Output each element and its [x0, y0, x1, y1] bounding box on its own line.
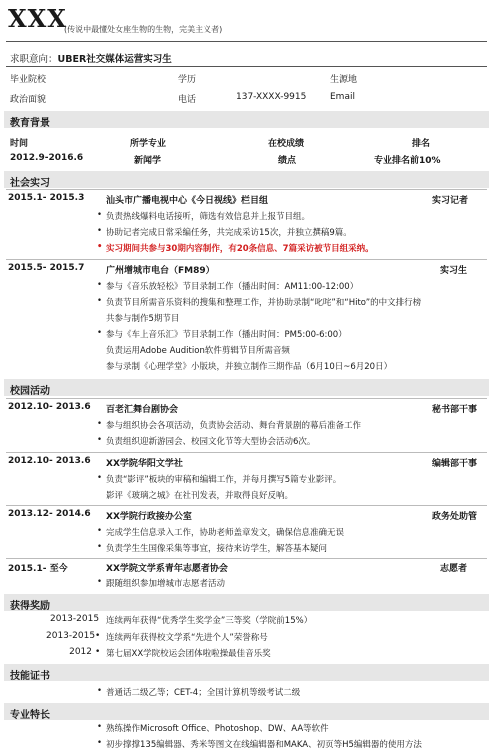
award-text: 连续两年获得校文学系“先进个人”荣誉称号	[106, 633, 268, 643]
edu-rank: 专业排名前10%	[374, 156, 441, 166]
list-item-continuation: 影评《玻璃之城》在社刊发表，并取得良好反响。	[106, 491, 294, 501]
specialties-band	[4, 703, 489, 720]
edu-header-major: 所学专业	[130, 139, 167, 149]
campus-divider-4	[6, 558, 487, 559]
campus-date: 2012.10- 2013.6	[8, 402, 91, 412]
award-bullet-icon: •	[95, 647, 101, 657]
edu-time: 2012.9-2016.6	[10, 153, 84, 163]
email-label: Email	[330, 92, 355, 102]
list-item: • 参与《车上音乐汇》节目录制工作（播出时间：PM5:00-6:00）	[106, 328, 347, 340]
origin-label: 生源地	[330, 75, 358, 85]
internship-band	[4, 171, 489, 188]
objective-divider	[6, 66, 487, 67]
phone-label: 电话	[178, 95, 197, 105]
list-item: • 跟随组织参加增城市志愿者活动	[106, 577, 225, 589]
campus-date: 2015.1- 至今	[8, 564, 68, 574]
campus-title: 校园活动	[10, 386, 50, 397]
internship-divider-1	[6, 189, 487, 190]
objective-value: UBER社交媒体运营实习生	[57, 54, 172, 65]
internship-org: 广州增城市电台（FM89）	[106, 266, 215, 276]
campus-date: 2012.10- 2013.6	[8, 456, 91, 466]
campus-role: 秘书部干事	[432, 405, 478, 415]
campus-band	[4, 379, 489, 396]
list-item-continuation: 参与录制《心理学堂》小版块，并独立制作三期作品（6月10日~6月20日）	[106, 362, 393, 372]
skills-band	[4, 664, 489, 681]
award-bullet-icon: •	[95, 631, 101, 641]
list-item: • 负责“影评”板块的审稿和编辑工作，并每月撰写5篇专业影评。	[106, 473, 341, 485]
political-label: 政治面貌	[10, 95, 47, 105]
list-item: • 初步撑撑135编辑器、秀米等图文在线编辑器和MAKA、初页等H5编辑器的使用方法	[106, 738, 422, 750]
campus-role: 编辑部干事	[432, 459, 478, 469]
internship-org: 汕头市广播电视中心《今日视线》栏目组	[106, 196, 269, 206]
list-item: • 参与《音乐放轻松》节目录制工作（播出时间：AM11:00-12:00）	[106, 280, 358, 292]
internship-date: 2015.1- 2015.3	[8, 193, 85, 203]
school-label: 毕业院校	[10, 75, 47, 85]
list-item: • 参与组织协会各项活动，负责协会活动、舞台背景剧的幕后准备工作	[106, 419, 361, 431]
edu-major: 新闻学	[134, 156, 162, 166]
education-title: 教育背景	[10, 118, 50, 129]
award-text: 连续两年获得“优秀学生奖学金”三等奖（学院前15%）	[106, 616, 313, 626]
list-item: • 负责热线爆料电话接听，筛选有效信息并上报节目组。	[106, 210, 310, 222]
campus-org: 百老汇舞台剧协会	[106, 405, 179, 415]
skills-title: 技能证书	[10, 671, 50, 682]
internship-date: 2015.5- 2015.7	[8, 263, 85, 273]
specialties-title: 专业特长	[10, 710, 50, 721]
edu-gpa: 绩点	[278, 156, 297, 166]
list-item: • 熟练操作Microsoft Office、Photoshop、DW、AA等软件	[106, 722, 329, 734]
objective-label: 求职意向：	[10, 54, 58, 65]
education-band	[4, 111, 489, 128]
campus-date: 2013.12- 2014.6	[8, 509, 91, 519]
campus-divider-3	[6, 505, 487, 506]
campus-role: 志愿者	[440, 564, 468, 574]
header-divider	[6, 41, 487, 42]
list-item: • 完成学生信息录入工作，协助老师盖章发文，确保信息准确无误	[106, 526, 344, 538]
campus-org: XX学院文学系青年志愿者协会	[106, 564, 228, 574]
list-item: • 负责组织迎新游园会、校园文化节等大型协会活动6次。	[106, 435, 315, 447]
internship-role: 实习记者	[432, 196, 469, 206]
campus-org: XX学院行政接办公室	[106, 512, 192, 522]
list-item-highlight: • 实习期间共参与30期内容制作，有20条信息、7篇采访被节目组采纳。	[106, 242, 374, 254]
list-item-continuation: 负责运用Adobe Audition软件剪辑节目所需音频	[106, 346, 290, 356]
list-item: • 协助记者完成日常采编任务，共完成采访15次，并独立撰稿9篇。	[106, 226, 352, 238]
internship-role: 实习生	[440, 266, 468, 276]
list-item: • 负责节目所需音乐资料的搜集和整理工作，并协助录制“叱咤”和“Hito”的中文排行榜	[106, 296, 421, 308]
edu-header-time: 时间	[10, 139, 29, 149]
awards-title: 获得奖励	[10, 601, 50, 612]
objective-line	[10, 51, 172, 65]
list-item-continuation: 共参与制作5期节目	[106, 314, 180, 324]
internship-title: 社会实习	[10, 178, 50, 189]
campus-divider-2	[6, 452, 487, 453]
award-year: 2013-2015	[46, 631, 96, 641]
campus-divider-1	[6, 398, 487, 399]
campus-role: 政务处助管	[432, 512, 478, 522]
awards-band	[4, 594, 489, 611]
edu-header-rank: 排名	[412, 139, 431, 149]
list-item: • 负责学生生国像采集等事宜，接待来访学生，解答基本疑问	[106, 542, 327, 554]
list-item: • 普通话二级乙等；CET-4；全国计算机等级考试二级	[106, 686, 300, 698]
award-year: 2013-2015	[50, 614, 100, 624]
campus-org: XX学院华阳文学社	[106, 459, 183, 469]
candidate-name: XXX	[8, 4, 67, 33]
internship-divider-2	[6, 259, 487, 260]
education-label: 学历	[178, 75, 197, 85]
edu-header-gpa: 在校成绩	[268, 139, 305, 149]
award-text: 第七届XX学院校运会团体啦啦操最佳音乐奖	[106, 649, 271, 659]
candidate-tagline: (传说中最懂处女座生物的生物，完美主义者)	[64, 25, 223, 34]
phone-value: 137-XXXX-9915	[236, 92, 307, 102]
award-year: 2012	[69, 647, 92, 657]
